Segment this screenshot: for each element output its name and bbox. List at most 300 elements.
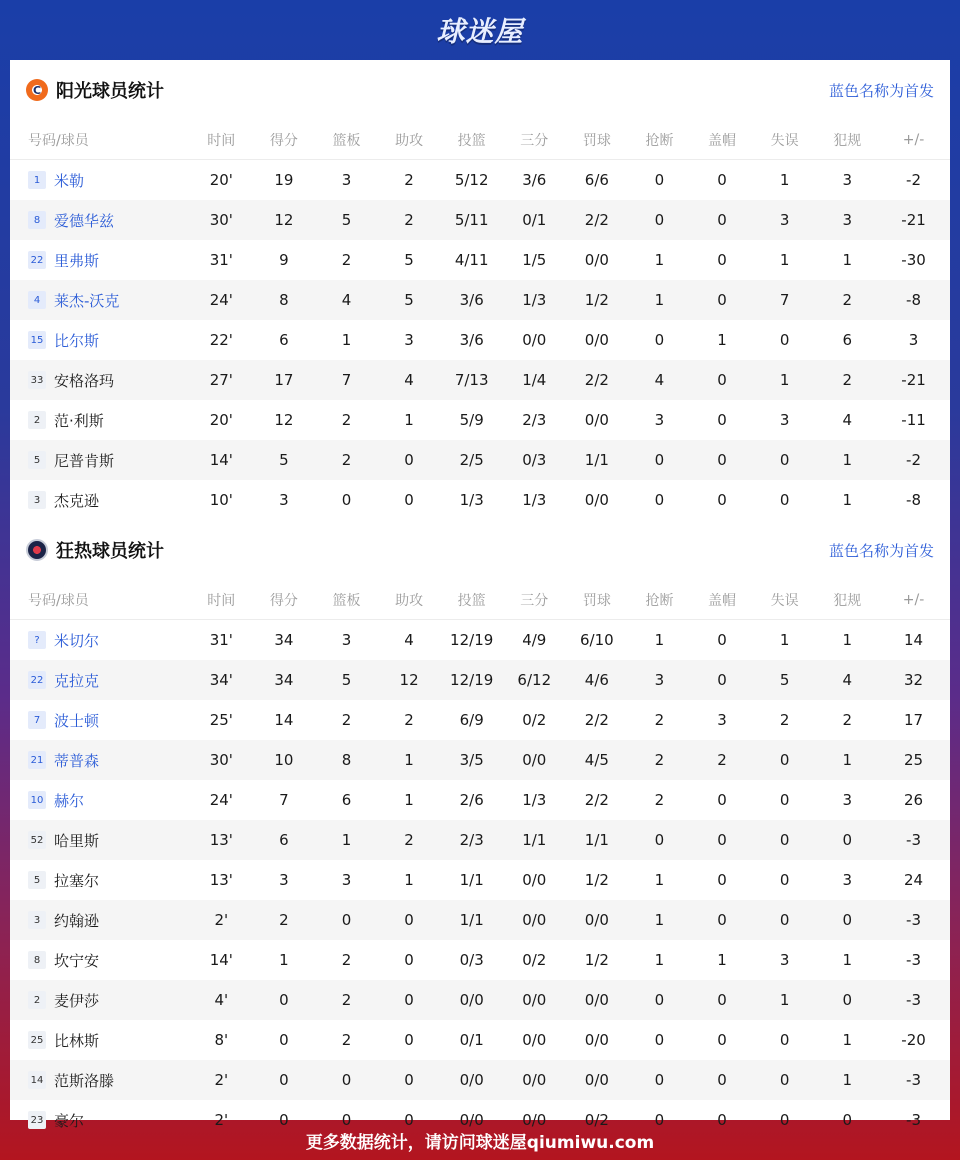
stat-cell: 0/0 [584, 991, 609, 1009]
jersey-number-badge: 52 [28, 831, 46, 849]
stat-cell: 10' [209, 491, 233, 509]
stat-cell: 4/11 [454, 251, 489, 269]
stat-cell: 4/9 [522, 631, 547, 649]
stat-cell: -8 [906, 491, 922, 509]
player-name-link[interactable]: 米切尔 [54, 631, 100, 650]
stat-cell: 3 [654, 671, 665, 689]
stat-cell: 0/0 [584, 331, 609, 349]
stat-cell: -3 [906, 991, 922, 1009]
stat-cell: 1 [404, 871, 414, 889]
stat-cell: 24' [209, 791, 233, 809]
player-name-link[interactable]: 赫尔 [54, 791, 85, 810]
stat-cell: 0/0 [584, 911, 609, 929]
stat-cell: 3 [908, 331, 919, 349]
stat-cell: 0 [717, 1111, 727, 1129]
column-header: 罚球 [582, 132, 611, 149]
column-header: 时间 [207, 592, 236, 609]
stat-cell: 5 [404, 251, 414, 269]
jersey-number-badge: 7 [28, 711, 46, 729]
stat-cell: -21 [901, 211, 926, 229]
stat-cell: 0 [654, 1071, 665, 1089]
player-name-link[interactable]: 豪尔 [54, 1111, 85, 1130]
stat-cell: 0 [779, 831, 790, 849]
player-row [10, 780, 950, 820]
stat-cell: 10 [274, 751, 294, 769]
stat-cell: 0/2 [522, 951, 547, 969]
stat-cell: 5/9 [459, 411, 484, 429]
column-header: 号码/球员 [28, 592, 89, 609]
column-header: 得分 [269, 132, 298, 149]
stat-cell: 1 [842, 251, 852, 269]
player-cell [28, 630, 190, 651]
player-name-link[interactable]: 米勒 [54, 171, 85, 190]
jersey-number-badge: 21 [28, 751, 46, 769]
player-name-link[interactable]: 拉塞尔 [54, 871, 100, 890]
stat-cell: 7 [341, 371, 352, 389]
stat-cell: 4 [341, 291, 352, 309]
stat-cell: 27' [209, 371, 233, 389]
stat-cell: -20 [901, 1031, 926, 1049]
stat-cell: 6 [842, 331, 852, 349]
stat-cell: 0 [717, 251, 727, 269]
stat-cell: 0 [717, 371, 727, 389]
jersey-number-badge: 1 [28, 171, 46, 189]
table-body [10, 160, 950, 520]
player-cell [28, 490, 190, 511]
stat-cell: 5 [341, 211, 352, 229]
column-header: 投篮 [457, 592, 486, 609]
column-header: 抢断 [645, 592, 674, 609]
stat-cell: 1/1 [522, 831, 547, 849]
stat-cell: 0/0 [522, 1071, 547, 1089]
stat-cell: 3 [341, 631, 352, 649]
stat-cell: 0/0 [584, 411, 609, 429]
stat-cell: 7/13 [454, 371, 489, 389]
stat-cell: 0 [654, 451, 665, 469]
stat-cell: -3 [906, 1111, 922, 1129]
player-row [10, 660, 950, 700]
team-section-fever [10, 520, 950, 1140]
stat-cell: 1 [654, 291, 665, 309]
stat-cell: 31' [209, 251, 233, 269]
table-body [10, 620, 950, 1140]
stat-cell: -3 [906, 951, 922, 969]
player-name-link[interactable]: 约翰逊 [54, 911, 100, 930]
stat-cell: 0/0 [522, 1031, 547, 1049]
stat-cell: 25' [209, 711, 233, 729]
stat-cell: 0 [654, 1031, 665, 1049]
player-name-link[interactable]: 尼普肯斯 [54, 451, 115, 470]
column-header: 盖帽 [708, 132, 737, 149]
player-cell [28, 170, 190, 191]
stat-cell: 4 [842, 411, 852, 429]
player-row [10, 740, 950, 780]
stat-cell: 30' [209, 211, 233, 229]
player-cell [28, 910, 190, 931]
stat-cell: 1/3 [522, 791, 547, 809]
jersey-number-badge: 4 [28, 291, 46, 309]
stat-cell: 0 [717, 211, 727, 229]
stat-cell: 0/0 [584, 1071, 609, 1089]
jersey-number-badge: 14 [28, 1071, 46, 1089]
stat-cell: 0/0 [584, 491, 609, 509]
stat-cell: 0/0 [459, 991, 484, 1009]
player-name-link[interactable]: 爱德华兹 [54, 211, 115, 230]
stat-cell: 0/2 [584, 1111, 609, 1129]
stat-cell: 5/12 [454, 171, 489, 189]
stat-cell: 34 [274, 631, 294, 649]
stat-cell: 0 [717, 631, 727, 649]
stat-cell: 0/0 [522, 751, 547, 769]
stat-cell: 14' [209, 451, 233, 469]
stat-cell: 0 [404, 911, 414, 929]
stat-cell: 6/9 [459, 711, 484, 729]
stat-cell: 17 [274, 371, 294, 389]
player-cell [28, 1030, 190, 1051]
stat-cell: 0/3 [522, 451, 547, 469]
stat-cell: 0 [842, 831, 852, 849]
player-cell [28, 710, 190, 731]
stat-cell: 1 [842, 951, 852, 969]
stat-cell: 0 [779, 871, 790, 889]
stat-cell: 1/2 [584, 291, 609, 309]
jersey-number-badge: 23 [28, 1111, 46, 1129]
stat-cell: 6 [279, 831, 289, 849]
player-cell [28, 830, 190, 851]
stat-cell: 6/10 [580, 631, 614, 649]
stat-cell: 2/2 [584, 371, 609, 389]
stat-cell: 17 [903, 711, 924, 729]
stat-cell: 2 [341, 451, 352, 469]
stat-cell: 0 [717, 671, 727, 689]
stat-cell: 7 [779, 291, 790, 309]
player-cell [28, 330, 190, 351]
stat-cell: 5 [779, 671, 790, 689]
stat-cell: 0 [779, 791, 790, 809]
column-header: 篮板 [332, 132, 361, 149]
jersey-number-badge: 5 [28, 871, 46, 889]
stat-cell: 24' [209, 291, 233, 309]
stat-cell: 1 [842, 631, 852, 649]
stat-cell: 0 [717, 871, 727, 889]
stat-cell: 1 [842, 1071, 852, 1089]
stat-cell: 34 [274, 671, 294, 689]
table-header-row [10, 120, 950, 160]
stat-cell: 2/3 [522, 411, 547, 429]
stat-cell: 0/0 [522, 911, 547, 929]
stat-cell: 22' [209, 331, 233, 349]
column-header: 号码/球员 [28, 132, 89, 149]
stat-cell: -3 [906, 911, 922, 929]
stat-cell: 1/2 [584, 951, 609, 969]
jersey-number-badge: 8 [28, 211, 46, 229]
player-row [10, 160, 950, 200]
jersey-number-badge: ? [28, 631, 46, 649]
stat-cell: 1/3 [459, 491, 484, 509]
stat-cell: 2' [214, 1111, 229, 1129]
stat-cell: 1 [341, 331, 352, 349]
stat-cell: 2' [214, 911, 229, 929]
stat-cell: 1 [779, 371, 790, 389]
stat-cell: 0 [341, 491, 352, 509]
stat-cell: 3 [779, 411, 790, 429]
stat-cell: 25 [903, 751, 924, 769]
stat-cell: 1 [654, 251, 665, 269]
stat-cell: 0 [779, 751, 790, 769]
stat-cell: 2' [214, 1071, 229, 1089]
team-section-sun [10, 60, 950, 520]
player-name-link[interactable]: 杰克逊 [54, 491, 100, 510]
player-row [10, 620, 950, 660]
stat-cell: 3/6 [459, 331, 484, 349]
stat-cell: 0 [717, 491, 727, 509]
sun-logo-icon: C [26, 79, 48, 101]
stat-cell: 0/0 [459, 1071, 484, 1089]
stat-cell: 2 [717, 751, 727, 769]
player-row [10, 700, 950, 740]
stat-cell: 0 [341, 1071, 352, 1089]
stat-cell: 12 [274, 211, 294, 229]
stat-cell: 0/0 [584, 1031, 609, 1049]
stat-cell: 12/19 [450, 631, 494, 649]
stats-panel [10, 60, 950, 1130]
stat-cell: -3 [906, 831, 922, 849]
stat-cell: -2 [906, 171, 922, 189]
stat-cell: 1/4 [522, 371, 547, 389]
stat-cell: 1 [404, 791, 414, 809]
player-name-link[interactable]: 蒂普森 [54, 751, 100, 770]
stat-cell: 2/2 [584, 711, 609, 729]
stat-cell: 0 [842, 1111, 852, 1129]
stat-cell: -8 [906, 291, 922, 309]
stat-cell: 2/3 [459, 831, 484, 849]
player-row [10, 900, 950, 940]
column-header: 三分 [520, 592, 549, 609]
stat-cell: 0 [717, 911, 727, 929]
stat-cell: 2 [341, 951, 352, 969]
player-name-link[interactable]: 比尔斯 [54, 331, 100, 350]
stat-cell: -30 [901, 251, 926, 269]
player-row [10, 940, 950, 980]
stat-cell: 0 [779, 1071, 790, 1089]
stat-cell: 1 [717, 331, 727, 349]
stat-cell: 12/19 [450, 671, 494, 689]
jersey-number-badge: 5 [28, 451, 46, 469]
stat-cell: 2 [654, 711, 665, 729]
column-header: 助攻 [395, 132, 424, 149]
stat-cell: 4/5 [584, 751, 609, 769]
stat-cell: 1 [779, 631, 790, 649]
stat-cell: 2 [341, 1031, 352, 1049]
player-row [10, 320, 950, 360]
stat-cell: 0 [779, 911, 790, 929]
player-row [10, 820, 950, 860]
player-name-link[interactable]: 比林斯 [54, 1031, 100, 1050]
stat-cell: 3 [404, 331, 414, 349]
stat-cell: 0 [717, 1031, 727, 1049]
column-header: +/- [902, 591, 925, 608]
stat-cell: 3 [654, 411, 665, 429]
stat-cell: 3 [842, 791, 852, 809]
player-cell [28, 990, 190, 1011]
section-title: 阳光球员统计 [56, 81, 164, 102]
player-name-link[interactable]: 莱杰-沃克 [54, 291, 120, 310]
stat-cell: 2/5 [459, 451, 484, 469]
player-name-link[interactable]: 麦伊莎 [54, 991, 100, 1010]
stat-cell: 14 [274, 711, 294, 729]
stat-cell: 2 [654, 791, 665, 809]
stat-cell: 2 [842, 291, 852, 309]
column-header: 三分 [520, 132, 549, 149]
stat-cell: 1/1 [584, 831, 609, 849]
stat-cell: 0 [279, 1071, 289, 1089]
stat-cell: 0 [654, 1111, 665, 1129]
player-row [10, 1060, 950, 1100]
column-header: 得分 [269, 592, 298, 609]
column-header: 罚球 [582, 592, 611, 609]
stat-cell: 14 [903, 631, 924, 649]
stat-cell: 0 [842, 991, 852, 1009]
stat-cell: 3 [717, 711, 727, 729]
stat-cell: 20' [209, 411, 233, 429]
stat-cell: 2 [341, 411, 352, 429]
stat-cell: 4' [214, 991, 229, 1009]
starter-legend-note: 蓝色名称为首发 [828, 541, 934, 560]
player-name-link[interactable]: 范斯洛滕 [54, 1071, 115, 1090]
stat-cell: 12 [274, 411, 294, 429]
jersey-number-badge: 22 [28, 671, 46, 689]
column-header: 助攻 [395, 592, 424, 609]
stat-cell: 3/5 [459, 751, 484, 769]
player-name-link[interactable]: 哈里斯 [54, 831, 100, 850]
jersey-number-badge: 3 [28, 911, 46, 929]
stat-cell: 5 [341, 671, 352, 689]
stat-cell: 1/3 [522, 291, 547, 309]
column-header: 时间 [207, 132, 236, 149]
stat-cell: 4 [404, 371, 414, 389]
stat-cell: 0 [404, 451, 414, 469]
stat-cell: 0 [717, 1071, 727, 1089]
stat-cell: 1 [404, 411, 414, 429]
stat-cell: 0 [779, 491, 790, 509]
column-header: 投篮 [457, 132, 486, 149]
stat-cell: 2 [404, 211, 414, 229]
section-header [10, 60, 950, 120]
stat-cell: 1 [717, 951, 727, 969]
stat-cell: 1 [654, 871, 665, 889]
player-name-link[interactable]: 坎宁安 [54, 951, 100, 970]
fever-logo-icon [26, 539, 48, 561]
stat-cell: 1 [779, 251, 790, 269]
jersey-number-badge: 15 [28, 331, 46, 349]
stat-cell: 2 [404, 831, 414, 849]
player-name-link[interactable]: 里弗斯 [54, 251, 100, 270]
player-name-link[interactable]: 安格洛玛 [54, 371, 115, 390]
stat-cell: 34' [209, 671, 233, 689]
player-cell [28, 410, 190, 431]
player-row [10, 980, 950, 1020]
player-row [10, 860, 950, 900]
stat-cell: 0 [717, 451, 727, 469]
stat-cell: 2/2 [584, 791, 609, 809]
stat-cell: 1/3 [522, 491, 547, 509]
player-cell [28, 250, 190, 271]
column-header: 失误 [770, 592, 799, 609]
table-header-row [10, 580, 950, 620]
stat-cell: 7 [279, 791, 289, 809]
stat-cell: 0 [717, 791, 727, 809]
jersey-number-badge: 8 [28, 951, 46, 969]
player-row [10, 1020, 950, 1060]
stat-cell: 8' [214, 1031, 229, 1049]
stat-cell: 2 [341, 711, 352, 729]
player-name-link[interactable]: 范·利斯 [54, 411, 104, 430]
player-row [10, 480, 950, 520]
stat-cell: 20' [209, 171, 233, 189]
stat-cell: 1 [654, 951, 665, 969]
stat-cell: 1 [842, 751, 852, 769]
player-name-link[interactable]: 克拉克 [54, 671, 100, 690]
column-header: 犯规 [833, 592, 862, 609]
stat-cell: 6 [341, 791, 352, 809]
jersey-number-badge: 2 [28, 411, 46, 429]
stat-cell: 0 [717, 171, 727, 189]
stat-cell: 30' [209, 751, 233, 769]
column-header: 抢断 [645, 132, 674, 149]
stat-cell: 3/6 [459, 291, 484, 309]
jersey-number-badge: 10 [28, 791, 46, 809]
footer-text: 更多数据统计，请访问球迷屋qiumiwu.com [305, 1132, 655, 1153]
stat-cell: 0 [654, 331, 665, 349]
stat-cell: 3 [779, 951, 790, 969]
stat-cell: 0 [279, 1111, 289, 1129]
player-row [10, 280, 950, 320]
player-row [10, 200, 950, 240]
stat-cell: 1 [842, 451, 852, 469]
player-row [10, 400, 950, 440]
section-title: 狂热球员统计 [56, 541, 164, 562]
stat-cell: 2 [404, 711, 414, 729]
jersey-number-badge: 25 [28, 1031, 46, 1049]
player-cell [28, 750, 190, 771]
brand-bar [0, 0, 960, 60]
stat-cell: 2 [341, 251, 352, 269]
starter-legend-note: 蓝色名称为首发 [828, 81, 934, 100]
stat-cell: 2/6 [459, 791, 484, 809]
stat-cell: 8 [341, 751, 352, 769]
stat-cell: 0/0 [522, 331, 547, 349]
player-row [10, 240, 950, 280]
stat-cell: 1/1 [459, 871, 484, 889]
stat-cell: 4/6 [584, 671, 609, 689]
stat-cell: 0 [341, 911, 352, 929]
player-cell [28, 1070, 190, 1091]
stat-cell: 2 [279, 911, 289, 929]
stat-cell: 6/12 [517, 671, 552, 689]
stat-cell: 14' [209, 951, 233, 969]
stat-cell: 32 [903, 671, 924, 689]
player-name-link[interactable]: 波士顿 [54, 711, 100, 730]
column-header: 失误 [770, 132, 799, 149]
stat-cell: 3 [842, 171, 852, 189]
player-cell [28, 790, 190, 811]
stat-cell: 0 [404, 951, 414, 969]
stat-cell: -2 [906, 451, 922, 469]
player-cell [28, 450, 190, 471]
stat-cell: 13' [209, 831, 233, 849]
column-header: 篮板 [332, 592, 361, 609]
stat-cell: 3 [341, 171, 352, 189]
